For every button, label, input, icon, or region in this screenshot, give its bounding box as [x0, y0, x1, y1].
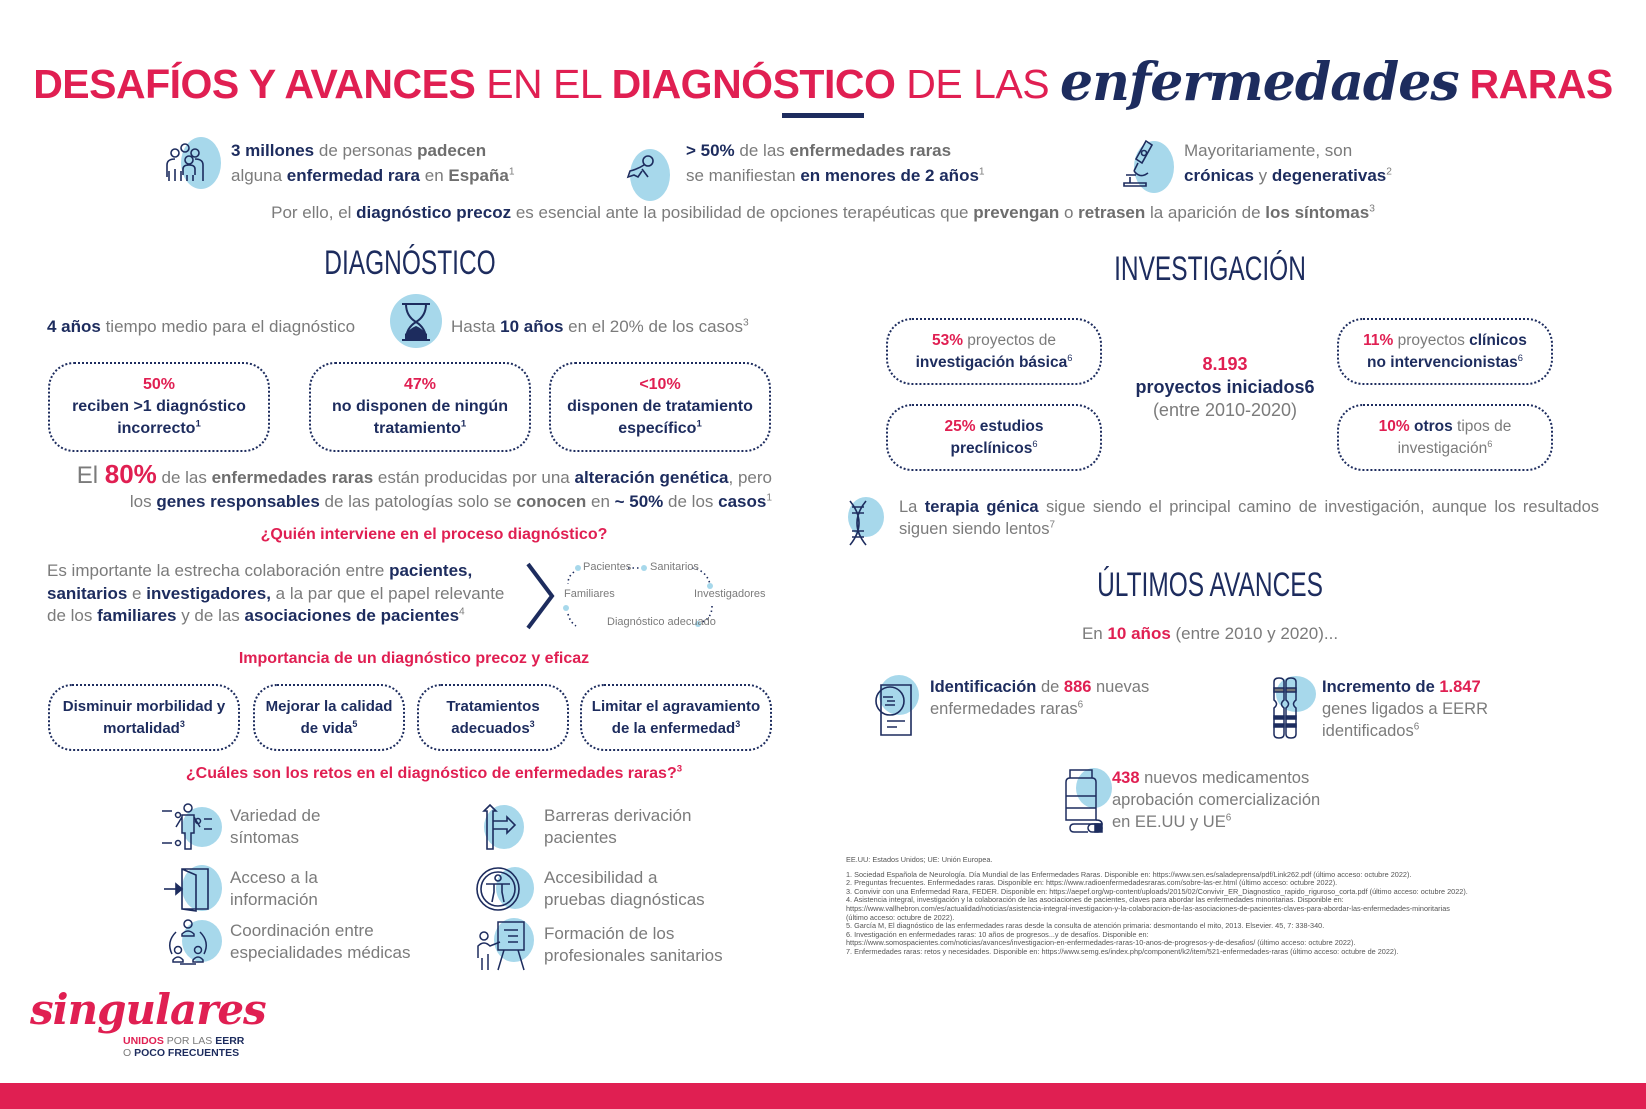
avg-time-text: 4 años tiempo medio para el diagnóstico — [47, 317, 356, 336]
avance-diseases: Identificación de 886 nuevas enfermedades raras$^6$ — [930, 678, 1150, 718]
research-total-number: 8.193 — [1202, 354, 1248, 374]
references — [846, 856, 1606, 957]
title-divider — [782, 113, 864, 118]
research-total-range: (entre 2010-2020) — [1152, 400, 1298, 420]
cycle-familiares: Familiares — [564, 588, 615, 600]
challenge-training: Formación de los profesionales sanitarios — [474, 918, 723, 972]
stat-box-specific-treatment: <10% disponen de tratamiento específico$^1$ — [549, 362, 771, 452]
coordination-people-icon — [160, 918, 222, 966]
who-text: Es importante la estrecha colaboración entre pacientes, sanitarios e investigadores, a la par que el papel relevante de los familiares y de las asociaciones de pacientes$^4$ — [47, 561, 505, 625]
gene-therapy-text: La terapia génica sigue siendo el principal camino de investigación, aunque los resultados siguen siendo lentos$^7$ — [899, 498, 1600, 538]
microscope-icon — [1116, 135, 1176, 191]
page-title — [0, 50, 1646, 111]
dna-icon — [844, 497, 900, 547]
stat-people-text: 3 millones de personas padecen alguna enfermedad rara en España$^1$ — [231, 141, 515, 185]
title-part3: DIAGNÓSTICO — [611, 61, 896, 107]
footer-bar — [0, 1083, 1646, 1109]
chevron-right-icon — [524, 560, 558, 632]
reference-item: https://www.somospacientes.com/noticias/avances/investigacion-en-enfermedades-raras-10-anos-de-progresos-y-de-desafios/ (último acceso: octubre 2022). — [846, 939, 1356, 948]
research-box-clinical: 11% proyectos clínicos no intervencionistas$^6$ — [1337, 318, 1553, 385]
reference-item: 2. Preguntas frecuentes. Enfermedades raras. Disponible en: https://www.radioenfermedadesraras.com/sobre-las-er.html (último acceso: octubre 2022). — [846, 879, 1338, 888]
challenge-referral: Barreras derivación pacientes — [474, 803, 691, 851]
genetic-text: El 80% de las enfermedades raras están producidas por una alteración genética, pero los genes responsables de las patologías solo se conocen en ~ 50% de los casos$^1$ — [76, 459, 772, 511]
reference-item: 5. García M, El diagnóstico de las enfermedades raras desde la consulta de atención primaria: desmontando el mito, 2013. Elsevier. 45, 7: 338-340. — [846, 922, 1325, 931]
reference-item: https://www.vallhebron.com/es/actualidad/noticias/asistencia-integral-investigacion-y-la-colaboracion-de-las-asociaciones-de-pacientes-claves-para-abordar-las-enfermedades-minoritarias — [846, 904, 1450, 913]
crawling-baby-icon — [618, 135, 678, 191]
stat-chronic-text: Mayoritariamente, son crónicas y degenerativas$^2$ — [1184, 141, 1392, 185]
avance-genes: Incremento de 1.847 genes ligados a EERR identificados$^6$ — [1322, 678, 1489, 740]
reference-item: 6. Investigación en enfermedades raras: 10 años de progresos...y de desafíos. Disponible en: — [846, 930, 1149, 939]
abbreviations: EE.UU: Estados Unidos; UE: Unión Europea. — [846, 856, 993, 864]
research-total — [1110, 352, 1340, 422]
title-script: enfermedades — [1059, 52, 1459, 113]
research-box-basic: 53% proyectos de investigación básica$^6$ — [886, 318, 1102, 385]
importance-box-morbidity: Disminuir morbilidad y mortalidad$^3$ — [48, 684, 240, 751]
door-access-icon — [160, 865, 222, 913]
section-title-diagnostico: DIAGNÓSTICO — [324, 244, 496, 282]
hourglass-icon — [388, 294, 444, 350]
stat-box-misdiagnosis: 50% reciben >1 diagnóstico incorrecto$^1$ — [48, 362, 270, 452]
research-box-other: 10% otros tipos de investigación$^6$ — [1337, 404, 1553, 471]
challenges-title: ¿Cuáles son los retos en el diagnóstico de enfermedades raras?$^3$ — [185, 763, 683, 782]
chromosome-icon — [1272, 676, 1322, 740]
avances-intro: En 10 años (entre 2010 y 2020)... — [1081, 624, 1339, 643]
challenge-symptoms: Variedad de síntomas — [160, 803, 320, 851]
reference-item: 1. Sociedad Española de Neurología. Día Mundial de las Enfermedades Raras. Disponible en: https://www.sen.es/saladeprensa/pdf/Link262.pdf (último acceso: octubre 2022). — [846, 870, 1412, 879]
title-part1: DESAFÍOS Y AVANCES — [33, 61, 476, 107]
section-title-avances: ÚLTIMOS AVANCES — [1097, 566, 1323, 604]
title-part5: RARAS — [1458, 61, 1613, 107]
medicine-bottle-icon — [1060, 768, 1112, 834]
stat-babies — [618, 135, 985, 191]
reference-item: (último acceso: octubre de 2022). — [846, 913, 955, 922]
reference-item: 4. Asistencia integral, investigación y la colaboración de las asociaciones de pacientes, claves para abordar las enfermedades minoritarias. Disponible en: — [846, 896, 1344, 905]
research-total-label: proyectos iniciados6 — [1135, 377, 1315, 397]
challenge-information: Acceso a la información — [160, 865, 318, 913]
cycle-pacientes: Pacientes — [583, 561, 632, 573]
stat-people — [163, 135, 515, 191]
stat-box-no-treatment: 47% no disponen de ningún tratamiento$^1$ — [309, 362, 531, 452]
reference-item: 7. Enfermedades raras: retos y necesidades. Disponible en: https://www.semg.es/index.php/component/k2/item/521-enfermedades-raras (último acceso: octubre de 2022). — [846, 947, 1399, 956]
symptoms-body-icon — [160, 803, 222, 851]
who-title: ¿Quién interviene en el proceso diagnóstico? — [260, 526, 608, 543]
reference-item: 3. Convivir con una Enfermedad Rara, FEDER. Disponible en: https://aepef.org/wp-content/uploads/2015/02/Convivir_ER_Diagnostico_rapido_riguroso_corta.pdf (último acceso: octubre 2022). — [846, 887, 1468, 896]
cycle-sanitarios: Sanitarios — [650, 561, 699, 573]
importance-title: Importancia de un diagnóstico precoz y eficaz — [238, 650, 590, 667]
importance-box-limit: Limitar el agravamiento de la enfermedad$^3$ — [580, 684, 772, 751]
importance-box-quality: Mejorar la calidad de vida$^5$ — [253, 684, 405, 751]
avance-medicines: 438 nuevos medicamentos aprobación comercialización en EE.UU y $UE^6$ — [1112, 769, 1321, 831]
document-search-icon — [873, 675, 925, 737]
accessibility-icon — [474, 865, 536, 913]
title-part2: EN EL — [475, 61, 612, 107]
singulares-logo — [30, 985, 270, 1065]
logo-script: singulares — [30, 985, 266, 1034]
challenge-label: Variedad de — [230, 806, 321, 825]
cycle-diagram — [560, 558, 776, 634]
importance-box-treatments: Tratamientos adecuados$^3$ — [417, 684, 569, 751]
people-group-icon — [163, 135, 223, 191]
stat-babies-text: > 50% de las enfermedades raras se manifiestan en menores de 2 años$^1$ — [686, 141, 985, 185]
stat-chronic — [1116, 135, 1392, 191]
direction-sign-icon — [474, 803, 536, 851]
intro-text: Por ello, el diagnóstico precoz es esencial ante la posibilidad de opciones terapéuticas que prevengan o retrasen la aparición de los síntomas$^3$ — [271, 203, 1375, 222]
section-title-investigacion: INVESTIGACIÓN — [1114, 250, 1306, 288]
teacher-board-icon — [474, 918, 536, 972]
max-time-text: Hasta 10 años en el 20% de los casos$^3$ — [451, 317, 749, 336]
challenge-accessibility: Accesibilidad a pruebas diagnósticas — [474, 865, 705, 913]
research-box-preclinical: 25% estudios preclínicos$^6$ — [886, 404, 1102, 471]
challenge-coordination: Coordinación entre especialidades médicas — [160, 918, 411, 966]
cycle-diagnostico-adecuado: Diagnóstico adecuado — [607, 616, 716, 628]
cycle-investigadores: Investigadores — [694, 588, 766, 600]
title-part4: DE LAS — [895, 61, 1060, 107]
logo-tagline: UNIDOS POR LAS EERR O POCO FRECUENTES — [123, 1035, 245, 1059]
